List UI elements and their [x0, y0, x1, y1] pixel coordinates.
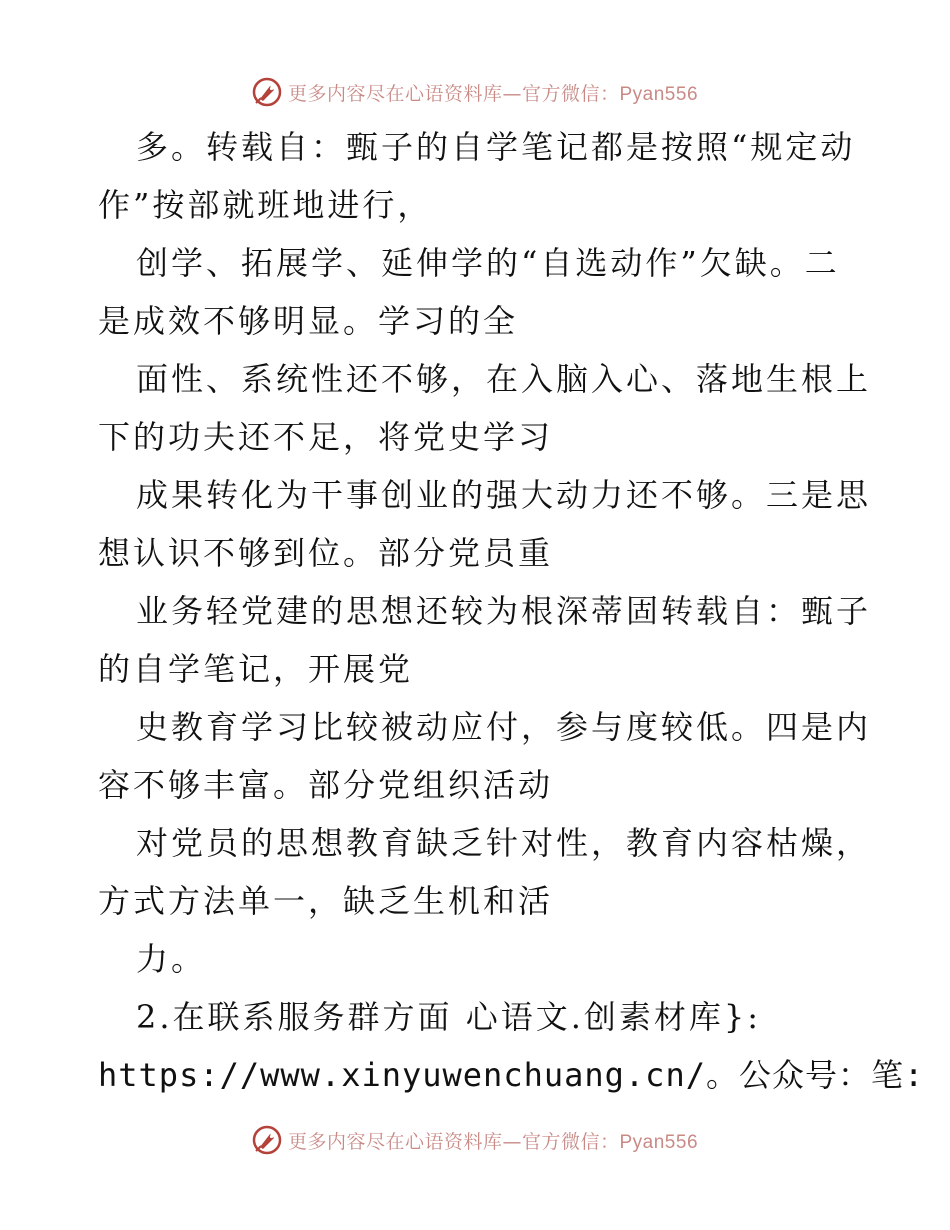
text-line: 容不够丰富。部分党组织活动 [98, 766, 554, 804]
text-line: 下的功夫还不足，将党史学习 [98, 418, 554, 456]
document-body [98, 118, 925, 1104]
footer-watermark [0, 1120, 950, 1160]
watermark-handle: Pyan556 [619, 1131, 699, 1153]
watermark-handle: Pyan556 [619, 83, 699, 105]
text-line: 创学、拓展学、延伸学的“自选动作”欠缺。二 [136, 244, 840, 282]
watermark-text: 更多内容尽在心语资料库—官方微信：Pyan556 [287, 1130, 699, 1153]
text-line: 力。 [136, 940, 207, 978]
text-line: 成果转化为干事创业的强大动力还不够。三是思 [136, 476, 872, 514]
text-line: 对党员的思想教育缺乏针对性，教育内容枯燥， [136, 824, 872, 862]
text-line: 面性、系统性还不够，在入脑入心、落地生根上 [136, 360, 872, 398]
text-line: 史教育学习比较被动应付，参与度较低。四是内 [136, 708, 872, 746]
text-line: 的自学笔记，开展党 [98, 650, 414, 688]
text-line: 作”按部就班地进行， [98, 186, 433, 224]
url-line: https://www.xinyuwenchuang.cn/。公众号：笔: [98, 1056, 925, 1094]
pen-nib-logo-icon [252, 77, 282, 107]
text-line: 2.在联系服务群方面 心语文.创素材库}: [136, 998, 762, 1036]
text-line: 想认识不够到位。部分党员重 [98, 534, 554, 572]
watermark-text: 更多内容尽在心语资料库—官方微信：Pyan556 [287, 82, 699, 105]
text-line: 方式方法单一，缺乏生机和活 [98, 882, 554, 920]
text-line: 多。转载自：甄子的自学笔记都是按照“规定动 [136, 128, 856, 166]
text-line: 是成效不够明显。学习的全 [98, 302, 519, 340]
header-watermark [0, 72, 950, 112]
text-line: 业务轻党建的思想还较为根深蒂固转载自：甄子 [136, 592, 872, 630]
pen-nib-logo-icon [252, 1125, 282, 1155]
